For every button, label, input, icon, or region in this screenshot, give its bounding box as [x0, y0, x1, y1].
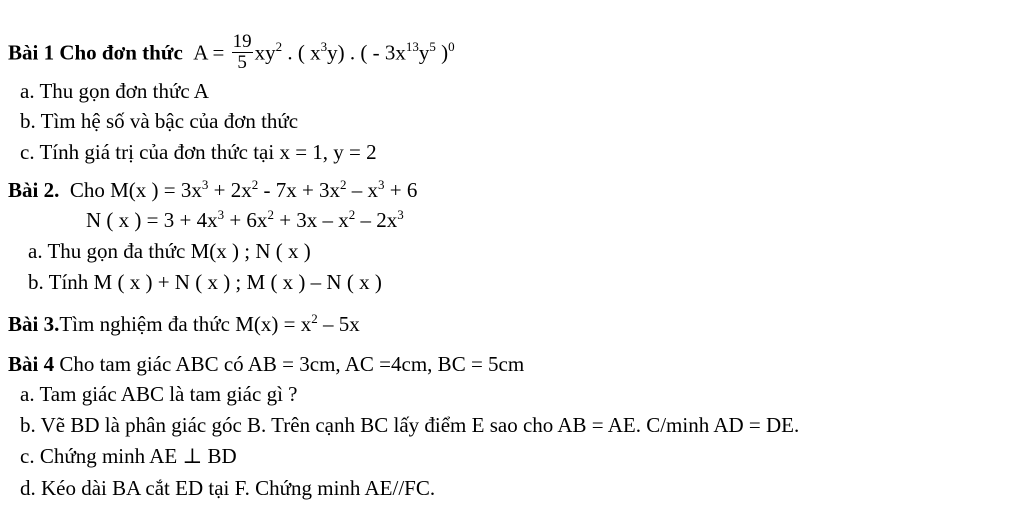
bai2-m-part5: + 6: [384, 178, 418, 202]
bai1-fraction-denominator: 5: [237, 52, 247, 73]
bai1-a-equals: A =: [193, 40, 225, 65]
bai1-term1: xy: [254, 40, 276, 65]
bai1-term3-exp: 13: [405, 39, 419, 55]
bai3-text: Tìm nghiệm đa thức M(x) = x: [59, 312, 312, 336]
bai1-part-c: c. Tính giá trị của đơn thức tại x = 1, y = 2: [20, 140, 377, 164]
bai3-heading: Bài 3.: [8, 312, 60, 336]
bai1-part-a: a. Thu gọn đơn thức A: [20, 79, 209, 103]
bai1-term4: y: [418, 40, 430, 65]
bai2-n-line: [86, 207, 404, 232]
bai1-fraction: [232, 32, 253, 73]
bai2-part-a: a. Thu gọn đa thức M(x ) ; N ( x ): [28, 239, 311, 263]
bai2-part-b: b. Tính M ( x ) + N ( x ) ; M ( x ) – N ( x ): [28, 270, 382, 294]
bai4-part-d: d. Kéo dài BA cắt ED tại F. Chứng minh AE//FC.: [20, 476, 436, 500]
bai4-text: Cho tam giác ABC có AB = 3cm, AC =4cm, BC = 5cm: [54, 352, 525, 376]
bai2-m-prefix: Cho M(x ) = 3x: [69, 178, 202, 202]
bai2-m-exp1: 3: [201, 177, 209, 192]
bai3-statement: [8, 311, 360, 336]
bai2-n-exp4: 3: [397, 207, 404, 222]
bai4-statement: [8, 354, 524, 375]
bai1-term5: ): [435, 40, 449, 65]
bai1-term5-exp: 0: [448, 39, 455, 55]
bai3-exp: 2: [311, 311, 318, 326]
bai2-m-part2: + 2x: [208, 178, 252, 202]
bai2-n-exp3: 2: [348, 207, 356, 222]
bai2-n-prefix: N ( x ) = 3 + 4x: [86, 208, 218, 232]
bai4-part-a: a. Tam giác ABC là tam giác gì ?: [20, 382, 298, 406]
bai2-n-exp2: 2: [267, 207, 274, 222]
bai2-m-exp4: 3: [378, 177, 385, 192]
bai4-part-b: b. Vẽ BD là phân giác góc B. Trên cạnh BC lấy điểm E sao cho AB = AE. C/minh AD = DE.: [20, 413, 800, 437]
bai2-m-line: [8, 177, 418, 202]
bai2-m-part4: – x: [346, 178, 379, 202]
bai1-term1-exp: 2: [275, 39, 283, 55]
bai4-part-c: c. Chứng minh AE ⊥ BD: [20, 444, 237, 468]
bai1-term2-exp: 3: [320, 39, 328, 55]
bai2-m-exp3: 2: [340, 177, 347, 192]
bai4-heading: Bài 4: [8, 352, 55, 376]
bai1-term4-exp: 5: [429, 39, 436, 55]
bai1-statement: [8, 31, 455, 75]
bai2-n-part2: + 6x: [224, 208, 268, 232]
bai1-part-b: b. Tìm hệ số và bậc của đơn thức: [20, 109, 299, 133]
bai1-term2: . ( x: [287, 40, 321, 65]
bai2-n-exp1: 3: [217, 207, 225, 222]
bai2-m-exp2: 2: [251, 177, 259, 192]
bai2-m-part3: - 7x + 3x: [258, 178, 341, 202]
bai1-term3: y) . ( - 3x: [327, 40, 406, 65]
bai3-tail: – 5x: [317, 312, 360, 336]
bai2-heading: Bài 2.: [8, 178, 60, 202]
bai2-n-part3: + 3x – x: [273, 208, 349, 232]
bai2-n-part4: – 2x: [355, 208, 398, 232]
bai1-heading: Bài 1 Cho đơn thức: [8, 40, 183, 65]
bai1-fraction-numerator: 19: [232, 31, 252, 52]
